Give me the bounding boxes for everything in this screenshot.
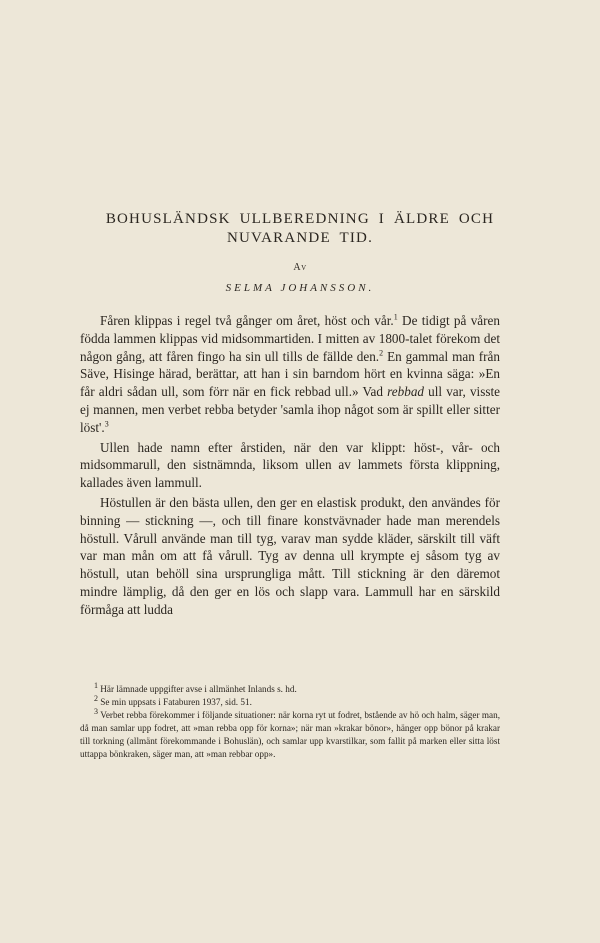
paragraph bbox=[80, 312, 500, 437]
body-text bbox=[80, 312, 500, 619]
footnote-ref: 2 bbox=[379, 348, 384, 358]
article-title-line-2: NUVARANDE TID. bbox=[226, 230, 374, 246]
article-title bbox=[60, 210, 540, 248]
footnote-mark: 2 bbox=[94, 693, 98, 703]
paragraph-text: Ullen hade namn efter årstiden, när den var klippt: höst-, vår- och midsommarull, den sistnämnda, liksom ullen av lammets första klippning, kallades även lammull. bbox=[80, 439, 500, 491]
footnote-mark: 1 bbox=[94, 680, 98, 690]
footnote-text: Se min uppsats i Fataburen 1937, sid. 51. bbox=[98, 697, 252, 707]
paragraph-text: ull var, visste ej mannen, men verbet rebba betyder 'samla ihop något som är spillt eller sitter löst'. bbox=[80, 384, 500, 435]
footnotes bbox=[80, 680, 500, 761]
footnote-text: Verbet rebba förekommer i följande situationer: när korna ryt ut fodret, bstående av hö och halm, säger man, då man samlar upp fodret, att »man rebba opp för korna»; när man »krakar bönor», hänger opp bönor på krakar till torkning (allmänt förekommande i Bohuslän), och samlar upp kvarstilkar, som fallit på marken eller sitta löst uttappa bönkraken, säger man, att »man rebbar opp». bbox=[80, 710, 500, 759]
paragraph bbox=[80, 439, 500, 492]
paragraph-text: De tidigt på våren födda lammen klippas vid midsommartiden. I mitten av 1800-talet förekom det någon gång, att fåren fingo ha sin ull tills de fällde den. bbox=[80, 313, 500, 364]
footnote-text: Här lämnade uppgifter avse i allmänhet Inlands s. hd. bbox=[98, 684, 297, 694]
footnote bbox=[80, 680, 500, 696]
footnote-ref: 1 bbox=[393, 312, 398, 322]
author-name: SELMA JOHANSSON. bbox=[225, 282, 375, 294]
paragraph-text: En gammal man från Säve, Hisinge härad, berättar, att han i sin barndom hört en kvinna säga: »En får aldri sådan ull, som förr när en fick rebbad ull.» Vad bbox=[80, 348, 500, 400]
footnote bbox=[80, 706, 500, 761]
paragraph-text: Fåren klippas i regel två gånger om året, höst och vår. bbox=[100, 313, 394, 328]
article-title-line-1: BOHUSLÄNDSK ULLBEREDNING I ÄLDRE OCH bbox=[105, 211, 495, 227]
italic-term: rebbad bbox=[387, 384, 425, 400]
byline-prefix: Av bbox=[293, 262, 307, 273]
paragraph-text: Höstullen är den bästa ullen, den ger en elastisk produkt, den användes för binning — stickning —, och till finare konstvävnader hade man merendels höstull. Vårull använde man till tyg, varav man sydde kläder, särskilt till väft var man mån om att få vårull. Tyg av denna ull krympte ej såsom tyg av höstull, utan behöll sina ursprungliga mått. Till stickning är den däremot mindre lämplig, då den ger en lös och slapp vara. Lammull har en särskild förmåga att ludda bbox=[80, 494, 500, 617]
footnote-ref: 3 bbox=[104, 419, 109, 429]
paragraph bbox=[80, 494, 500, 619]
footnote bbox=[80, 693, 500, 709]
footnote-mark: 3 bbox=[94, 706, 98, 716]
